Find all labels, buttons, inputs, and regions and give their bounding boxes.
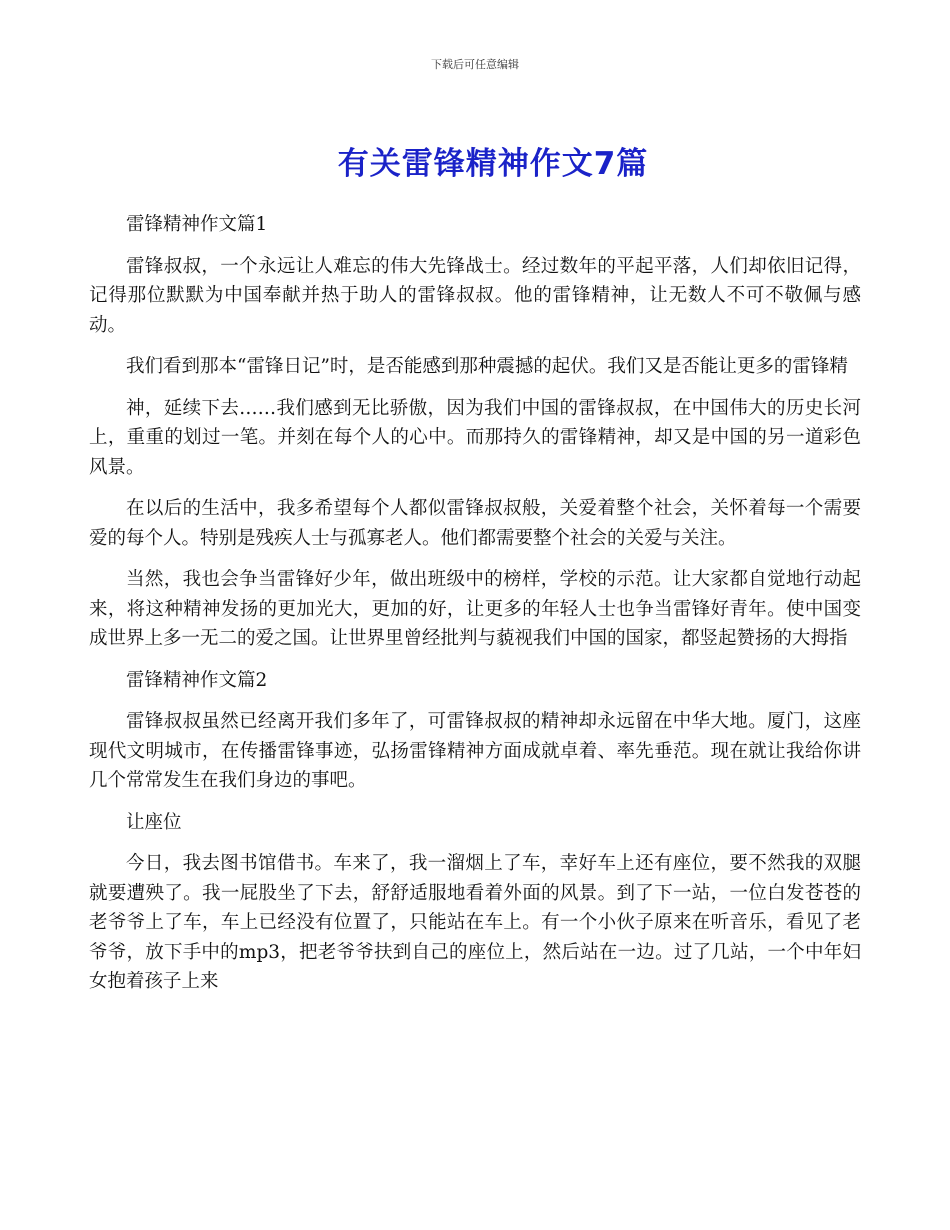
body-paragraph: 当然，我也会争当雷锋好少年，做出班级中的榜样，学校的示范。让大家都自觉地行动起来，将这种精神发扬的更加光大，更加的好，让更多的年轻人士也争当雷锋好青年。使中国变成世界上多一无二的爱之国。让世界里曾经批判与藐视我们中国的国家，都竖起赞扬的大拇指: [89, 569, 861, 649]
subsection-heading: 让座位: [126, 811, 182, 833]
body-paragraph: 在以后的生活中，我多希望每个人都似雷锋叔叔般，关爱着整个社会，关怀着每一个需要爱的每个人。特别是残疾人士与孤寡老人。他们都需要整个社会的关爱与关注。: [89, 498, 861, 549]
header-note: 下载后可任意编辑: [431, 58, 519, 71]
body-paragraph: 今日，我去图书馆借书。车来了，我一溜烟上了车，幸好车上还有座位，要不然我的双腿就要遭殃了。我一屁股坐了下去，舒舒适服地看着外面的风景。到了下一站，一位白发苍苍的老爷爷上了车，车上已经没有位置了，只能站在车上。有一个小伙子原来在听音乐，看见了老爷爷，放下手中的mp3，把老爷爷扶到自己的座位上，然后站在一边。过了几站，一个中年妇女抱着孩子上来: [89, 853, 861, 992]
body-paragraph: 我们看到那本“雷锋日记”时，是否能感到那种震撼的起伏。我们又是否能让更多的雷锋精: [126, 356, 848, 377]
body-paragraph: 雷锋叔叔虽然已经离开我们多年了，可雷锋叔叔的精神却永远留在中华大地。厦门，这座现代文明城市，在传播雷锋事迹，弘扬雷锋精神方面成就卓着、率先垂范。现在就让我给你讲几个常常发生在我们身边的事吧。: [89, 711, 861, 791]
section-heading-2: 雷锋精神作文篇2: [126, 669, 268, 691]
body-paragraph: 雷锋叔叔，一个永远让人难忘的伟大先锋战士。经过数年的平起平落，人们却依旧记得，记得那位默默为中国奉献并热于助人的雷锋叔叔。他的雷锋精神，让无数人不可不敬佩与感动。: [89, 255, 861, 336]
document-body: [89, 210, 861, 1009]
document-title: 有关雷锋精神作文7篇: [337, 146, 649, 182]
section-heading-1: 雷锋精神作文篇1: [126, 214, 268, 235]
body-paragraph: 神，延续下去……我们感到无比骄傲，因为我们中国的雷锋叔叔，在中国伟大的历史长河上，重重的划过一笔。并刻在每个人的心中。而那持久的雷锋精神，却又是中国的另一道彩色风景。: [89, 397, 861, 478]
